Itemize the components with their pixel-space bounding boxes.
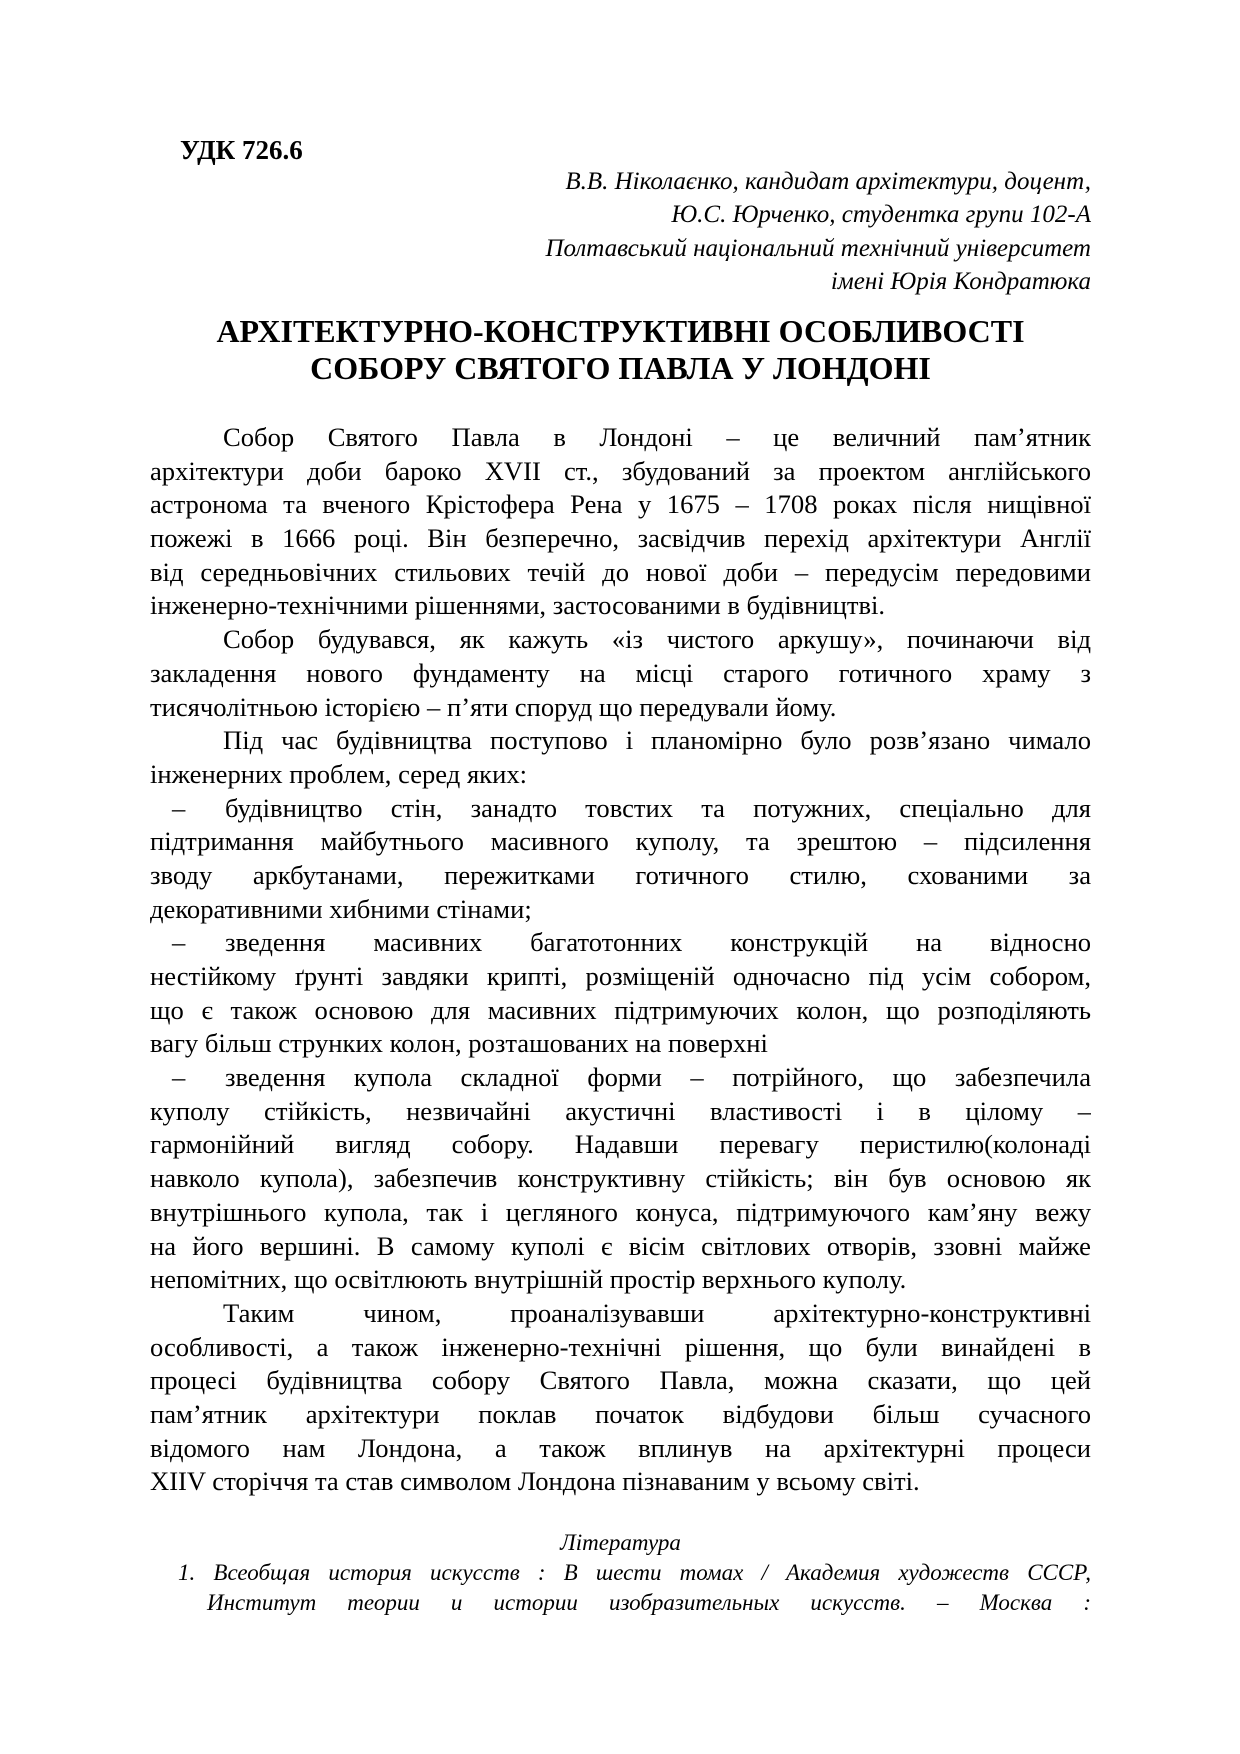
text-line (150, 1263, 1091, 1297)
line-text: XIIV сторіччя та став символом Лондона пізнаваним у всьому світі. (150, 1466, 920, 1497)
text-line (150, 488, 1091, 522)
text-line (150, 421, 1091, 455)
line-text: Собор будувався, як кажуть «із чистого аркушу», починаючи від (223, 624, 1091, 655)
line-text: зведення купола складної форми – потрійного, що забезпечила (225, 1062, 1091, 1093)
line-text: нестійкому ґрунті завдяки крипті, розміщеній одночасно під усім собором, (150, 961, 1091, 991)
paragraph (150, 1297, 1091, 1499)
text-line (150, 724, 1091, 758)
affiliation-line: імені Юрія Кондратюка (830, 267, 1091, 295)
line-text: внутрішнього купола, так і цегляного конуса, підтримуючого кам’яну вежу (150, 1196, 1091, 1227)
line-text: навколо купола), забезпечив конструктивну стійкість; він був основою як (150, 1163, 1091, 1194)
text-line (150, 1095, 1091, 1129)
line-text: інженерно-технічними рішеннями, застосованими в будівництві. (150, 590, 886, 621)
text-line (150, 1128, 1091, 1162)
text-line (150, 657, 1091, 691)
reference-line: 1. Всеобщая история искусств : В шести томах / Академия художеств СССР, (178, 1560, 1091, 1585)
references-heading: Література (560, 1530, 681, 1555)
paragraph (150, 421, 1091, 623)
line-text: підтримання майбутнього масивного куполу, та зрештою – підсилення (150, 826, 1091, 857)
title-line: АРХІТЕКТУРНО-КОНСТРУКТИВНІ ОСОБЛИВОСТІ (216, 313, 1025, 349)
line-text: вагу більш струнких колон, розташованих на поверхні (150, 1028, 768, 1059)
paragraph (150, 724, 1091, 791)
bullet-item (150, 926, 1091, 1061)
udc-code: УДК 726.6 (180, 135, 303, 165)
author-block (500, 165, 1091, 298)
text-line (150, 1398, 1091, 1432)
title-line: СОБОРУ СВЯТОГО ПАВЛА У ЛОНДОНІ (310, 350, 931, 386)
text-line (150, 589, 1091, 623)
line-text: декоративними хибними стінами; (150, 893, 532, 924)
text-line (150, 926, 1091, 960)
bullet-dash: – (172, 792, 186, 823)
text-line (150, 1027, 1091, 1061)
text-line (150, 1331, 1091, 1365)
line-text: процесі будівництва собору Святого Павла, можна сказати, що цей (150, 1365, 1091, 1396)
line-text: зведення масивних багатотонних конструкцій на відносно (225, 927, 1091, 958)
reference-line: Институт теории и истории изобразительных искусств. – Москва : (207, 1590, 1091, 1615)
line-text: куполу стійкість, незвичайні акустичні властивості і в цілому – (150, 1095, 1091, 1126)
line-text: гармонійний вигляд собору. Надавши перевагу перистилю(колонаді (150, 1129, 1091, 1160)
line-text: пам’ятник архітектури поклав початок відбудови більш сучасного (150, 1398, 1091, 1429)
text-line (150, 994, 1091, 1028)
line-text: інженерних проблем, серед яких: (150, 758, 528, 789)
text-line (150, 1061, 1091, 1095)
text-line (150, 1364, 1091, 1398)
line-text: зводу аркбутанами, пережитками готичного стилю, схованими за (150, 859, 1091, 890)
bullet-item (150, 1061, 1091, 1297)
text-line (150, 792, 1091, 826)
line-text: непомітних, що освітлюють внутрішній простір верхнього куполу. (150, 1264, 907, 1295)
line-text: будівництво стін, занадто товстих та потужних, спеціально для (225, 792, 1091, 823)
references-list (178, 1558, 1091, 1618)
text-line (150, 1230, 1091, 1264)
text-line (150, 455, 1091, 489)
line-text: особливості, а також інженерно-технічні рішення, що були винайдені в (150, 1331, 1091, 1362)
line-text: відомого нам Лондона, а також вплинув на архітектурні процеси (150, 1432, 1091, 1463)
article-title (150, 313, 1091, 387)
line-text: що є також основою для масивних підтримуючих колон, що розподіляють (150, 994, 1091, 1025)
paragraph (150, 623, 1091, 724)
line-text: від середньовічних стильових течій до нової доби – передусім передовими (150, 556, 1091, 587)
line-text: на його вершині. В самому куполі є вісім світлових отворів, ззовні майже (150, 1230, 1091, 1261)
text-line (150, 691, 1091, 725)
line-text: пожежі в 1666 році. Він безперечно, засвідчив перехід архітектури Англії (150, 523, 1091, 554)
author-line: В.В. Ніколаєнко, кандидат архітектури, доцент, (565, 168, 1091, 195)
bullet-dash: – (172, 927, 186, 958)
text-line (150, 859, 1091, 893)
text-line (150, 1432, 1091, 1466)
text-line (150, 623, 1091, 657)
line-text: Собор Святого Павла в Лондоні – це величний пам’ятник (223, 422, 1091, 452)
text-line (150, 556, 1091, 590)
text-line (150, 893, 1091, 927)
affiliation-line: Полтавський національний технічний університет (545, 234, 1091, 262)
line-text: Таким чином, проаналізувавши архітектурно-конструктивні (223, 1297, 1091, 1328)
line-text: астронома та вченого Крістофера Рена у 1675 – 1708 роках після нищівної (150, 489, 1091, 520)
text-line (150, 758, 1091, 792)
line-text: тисячолітньою історією – п’яти споруд що передували йому. (150, 691, 837, 722)
line-text: архітектури доби бароко XVII ст., збудований за проектом англійського (150, 455, 1091, 486)
bullet-item (150, 792, 1091, 927)
text-line (150, 1465, 1091, 1499)
bullet-dash: – (172, 1062, 186, 1093)
text-line (150, 960, 1091, 994)
author-line: Ю.С. Юрченко, студентка групи 102-А (671, 201, 1091, 229)
text-line (150, 825, 1091, 859)
line-text: Під час будівництва поступово і планомірно було розв’язано чимало (223, 725, 1091, 756)
article-body (150, 421, 1091, 1499)
reference-item (178, 1558, 1091, 1618)
text-line (150, 1162, 1091, 1196)
text-line (150, 1297, 1091, 1331)
text-line (150, 1196, 1091, 1230)
line-text: закладення нового фундаменту на місці старого готичного храму з (150, 657, 1091, 688)
text-line (150, 522, 1091, 556)
